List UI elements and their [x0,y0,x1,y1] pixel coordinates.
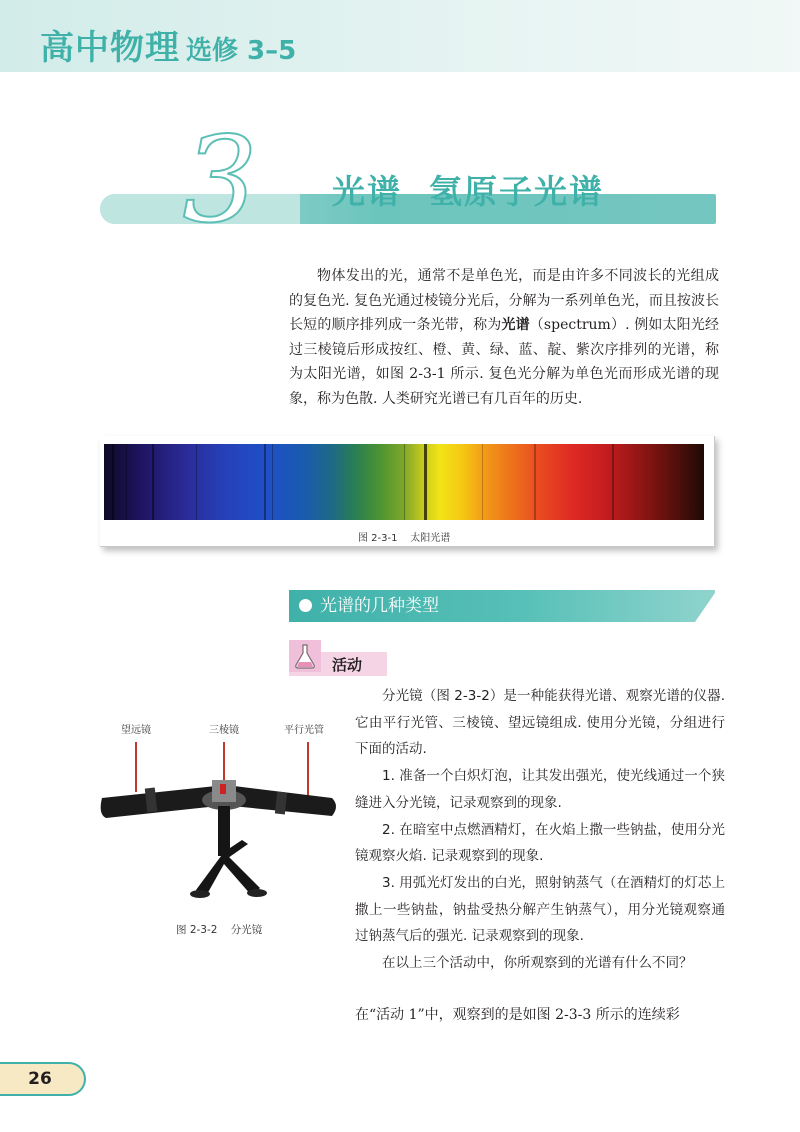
label-telescope: 望远镜 [121,725,151,736]
continuation-text: 在“活动 1”中，观察到的是如图 2-3-3 所示的连续彩 [355,1007,680,1023]
book-title: 高中物理 [40,28,180,68]
activity-paragraph-intro: 分光镜（图 2-3-2）是一种能获得光谱、观察光谱的仪器. 它由平行光管、三棱镜、望远镜组成. 使用分光镜，分组进行下面的活动. [355,688,725,758]
activity-step-2: 2. 在暗室中点燃酒精灯，在火焰上撒一些钠盐，使用分光镜观察火焰. 记录观察到的现象. [355,821,725,865]
activity-text [355,683,725,977]
label-prism: 三棱镜 [209,725,239,736]
activity-step-1: 1. 准备一个白炽灯泡，让其发出强光，使光线通过一个狭缝进入分光镜，记录观察到的现象. [355,768,725,811]
page-number: 26 [28,1069,52,1089]
activity-question: 在以上三个活动中，你所观察到的光谱有什么不同？ [382,955,693,972]
dot-icon [299,599,312,612]
intro-paragraph [289,264,719,411]
figure-caption-scope: 图 2-3-2 分光镜 [176,924,263,936]
figure-caption-solar: 图 2-3-1 太阳光谱 [358,533,451,544]
section-title: 光谱的几种类型 [320,596,439,616]
chapter-number: 3 [182,111,258,249]
intro-text-1: 物体发出的光，通常不是单色光，而是由许多不同波长的光组成的复色光. 复色光通过棱镜分光后，分解为一系列单色光，而且按波长长短的顺序排列成一条光带，称为 [289,268,719,333]
section-header-tail [695,590,717,622]
activity-label: 活动 [332,656,363,674]
book-subtitle: 选修 3–5 [186,36,297,66]
solar-spectrum-image [104,444,704,520]
intro-term: 光谱 [501,317,530,333]
intro-text-2: （spectrum）. 例如太阳光经过三棱镜后形成按红、橙、黄、绿、蓝、靛、紫次序排列的光谱，称为太阳光谱，如图 2-3-1 所示. 复色光分解为单色光而形成光谱的现象，称为色散. 人类研究光谱已有几百年的历史. [289,317,720,407]
spectroscope-image [96,740,346,910]
chapter-title: 光谱 氢原子光谱 [332,172,604,211]
flask-icon [289,640,321,672]
activity-step-3: 3. 用弧光灯发出的白光，照射钠蒸气（在酒精灯的灯芯上撒上一些钠盐，钠盐受热分解产生钠蒸气），用分光镜观察通过钠蒸气后的强光. 记录观察到的现象. [355,874,725,945]
label-collimator: 平行光管 [284,725,324,736]
